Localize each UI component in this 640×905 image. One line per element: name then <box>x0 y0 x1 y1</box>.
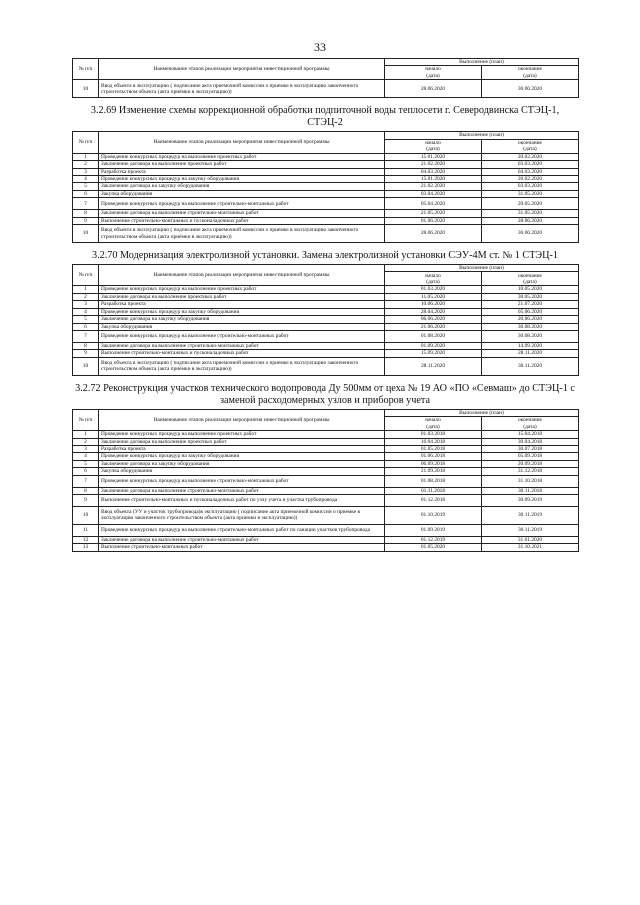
table-row <box>73 431 579 438</box>
end-date: 28.11.2020 <box>482 350 579 357</box>
table-row <box>73 494 579 506</box>
schedule-table <box>72 58 579 98</box>
end-date: 31.12.2018 <box>482 468 579 475</box>
table-row <box>73 445 579 452</box>
start-date: 11.05.2020 <box>385 293 482 300</box>
start-date: 03.04.2020 <box>385 190 482 197</box>
end-date: 20.02.2020 <box>482 153 579 160</box>
row-number: 2 <box>73 438 99 445</box>
table-row <box>73 342 579 349</box>
end-date: 03.03.2020 <box>482 183 579 190</box>
row-number: 9 <box>73 350 99 357</box>
start-date: 15.01.2020 <box>385 176 482 183</box>
row-number: 10 <box>73 80 99 98</box>
table-row <box>73 301 579 308</box>
stage-name: Проведение конкурсных процедур на закупку оборудования <box>99 308 385 315</box>
start-date: 15.09.2020 <box>385 350 482 357</box>
end-date: 30.11.2020 <box>482 357 579 375</box>
stage-name: Проведение конкурсных процедур на выполнение проектных работ <box>99 431 385 438</box>
start-date: 28.06.2020 <box>385 225 482 243</box>
stage-name: Закупка оборудования <box>99 323 385 330</box>
stage-name: Заключение договора на закупку оборудования <box>99 316 385 323</box>
start-date: 06.06.2020 <box>385 316 482 323</box>
header-plan: Выполнение (план) <box>385 132 579 139</box>
end-date: 30.06.2020 <box>482 225 579 243</box>
table-row <box>73 330 579 342</box>
row-number: 9 <box>73 494 99 506</box>
table-row <box>73 153 579 160</box>
header-num: № п/п <box>73 59 99 80</box>
row-number: 1 <box>73 431 99 438</box>
stage-name: Выполнение строительно-монтажных и пусконаладочных работ по узлу учета и участка трубопровода <box>99 494 385 506</box>
table-row <box>73 524 579 536</box>
end-date: 20.06.2020 <box>482 316 579 323</box>
table-row <box>73 357 579 375</box>
header-num: № п/п <box>73 265 99 286</box>
header-start-date: (дата) <box>385 146 482 153</box>
header-plan: Выполнение (план) <box>385 409 579 416</box>
start-date: 16.04.2018 <box>385 438 482 445</box>
header-name: Наименование этапов реализации мероприятия инвестиционной программы <box>99 265 385 286</box>
start-date: 01.08.2018 <box>385 475 482 487</box>
header-end: окончание <box>482 417 579 424</box>
row-number: 9 <box>73 217 99 224</box>
start-date: 01.05.2020 <box>385 544 482 551</box>
table-row <box>73 80 579 98</box>
stage-name: Заключение договора на выполнение проектных работ <box>99 293 385 300</box>
header-name: Наименование этапов реализации мероприятия инвестиционной программы <box>99 59 385 80</box>
header-num: № п/п <box>73 132 99 153</box>
end-date: 30.11.2019 <box>482 524 579 536</box>
row-number: 1 <box>73 286 99 293</box>
row-number: 3 <box>73 168 99 175</box>
row-number: 6 <box>73 323 99 330</box>
stage-name: Заключение договора на выполнение строительно-монтажных работ <box>99 536 385 543</box>
schedule-table <box>72 131 579 243</box>
section-title: 3.2.69 Изменение схемы коррекционной обработки подпиточной воды теплосети г. Северодвинска СТЭЦ-1, СТЭЦ-2 <box>90 105 560 129</box>
row-number: 7 <box>73 330 99 342</box>
header-end-date: (дата) <box>482 279 579 286</box>
table-row <box>73 176 579 183</box>
stage-name: Проведение конкурсных процедур на закупку оборудования <box>99 176 385 183</box>
start-date: 01.03.2018 <box>385 431 482 438</box>
table-row <box>73 475 579 487</box>
start-date: 01.06.2020 <box>385 217 482 224</box>
end-date: 03.03.2020 <box>482 161 579 168</box>
stage-name: Проведение конкурсных процедур на выполнение строительно-монтажных работ <box>99 475 385 487</box>
header-end-date: (дата) <box>482 146 579 153</box>
stage-name: Выполнение строительно-монтажных работ <box>99 544 385 551</box>
row-number: 5 <box>73 460 99 467</box>
row-number: 4 <box>73 453 99 460</box>
end-date: 30.08.2020 <box>482 323 579 330</box>
table-row <box>73 316 579 323</box>
row-number: 4 <box>73 176 99 183</box>
row-number: 6 <box>73 190 99 197</box>
header-end-date: (дата) <box>482 424 579 431</box>
section-title: 3.2.72 Реконструкция участков технического водопровода Ду 500мм от цеха № 19 АО «ПО «Севмаш» до СТЭЦ-1 с заменой расходомерных узлов и приборов учета <box>75 382 575 406</box>
table-row <box>73 210 579 217</box>
start-date: 01.09.2020 <box>385 342 482 349</box>
section-title: 3.2.70 Модернизация электролизной установки. Замена электролизной установки СЭУ-4М ст. № 1 СТЭЦ-1 <box>91 250 558 262</box>
schedule-table <box>72 264 579 376</box>
table-row <box>73 468 579 475</box>
start-date: 21.02.2020 <box>385 183 482 190</box>
table-row <box>73 286 579 293</box>
start-date: 21.09.2018 <box>385 468 482 475</box>
start-date: 01.09.2019 <box>385 524 482 536</box>
table-row <box>73 183 579 190</box>
header-start-date: (дата) <box>385 279 482 286</box>
row-number: 6 <box>73 468 99 475</box>
stage-name: Выполнение строительно-монтажных и пусконаладочных работ <box>99 217 385 224</box>
row-number: 8 <box>73 210 99 217</box>
header-end: окончание <box>482 66 579 73</box>
table-row <box>73 536 579 543</box>
start-date: 01.08.2020 <box>385 330 482 342</box>
header-start-date: (дата) <box>385 73 482 80</box>
stage-name: Проведение конкурсных процедур на выполнение строительно-монтажных работ <box>99 198 385 210</box>
row-number: 2 <box>73 161 99 168</box>
end-date: 05.09.2018 <box>482 453 579 460</box>
header-start: начало <box>385 139 482 146</box>
stage-name: Выполнение строительно-монтажных и пусконаладочных работ <box>99 350 385 357</box>
stage-name: Закупка оборудования <box>99 468 385 475</box>
table-row <box>73 217 579 224</box>
table-row <box>73 487 579 494</box>
stage-name: Проведение конкурсных процедур на выполнение строительно-монтажных работ <box>99 330 385 342</box>
header-plan: Выполнение (план) <box>385 265 579 272</box>
end-date: 30.11.2019 <box>482 506 579 524</box>
row-number: 10 <box>73 225 99 243</box>
table-row <box>73 350 579 357</box>
table-row <box>73 190 579 197</box>
row-number: 7 <box>73 475 99 487</box>
header-plan: Выполнение (план) <box>385 59 579 66</box>
end-date: 04.03.2020 <box>482 168 579 175</box>
stage-name: Закупка оборудования <box>99 190 385 197</box>
start-date: 01.06.2018 <box>385 453 482 460</box>
end-date: 15.04.2018 <box>482 431 579 438</box>
end-date: 30.05.2020 <box>482 293 579 300</box>
header-end: окончание <box>482 139 579 146</box>
table-row <box>73 438 579 445</box>
start-date: 01.10.2019 <box>385 506 482 524</box>
table-row <box>73 544 579 551</box>
end-date: 30.04.2018 <box>482 438 579 445</box>
start-date: 01.05.2018 <box>385 445 482 452</box>
table-row <box>73 460 579 467</box>
end-date: 31.05.2020 <box>482 210 579 217</box>
header-name: Наименование этапов реализации мероприятия инвестиционной программы <box>99 409 385 430</box>
row-number: 10 <box>73 506 99 524</box>
end-date: 20.02.2020 <box>482 176 579 183</box>
start-date: 28.06.2020 <box>385 80 482 98</box>
table-row <box>73 308 579 315</box>
end-date: 31.05.2020 <box>482 190 579 197</box>
start-date: 04.03.2020 <box>385 168 482 175</box>
stage-name: Разработка проекта <box>99 445 385 452</box>
table-row <box>73 161 579 168</box>
row-number: 7 <box>73 198 99 210</box>
stage-name: Заключение договора на выполнение строительно-монтажных работ <box>99 487 385 494</box>
stage-name: Ввод объекта в эксплуатацию ( подписание акта приемочной комиссии о приемке в эксплуатацию законченного строительством объекта (акта приёмки в эксплуатацию)) <box>99 80 385 98</box>
start-date: 01.11.2018 <box>385 487 482 494</box>
start-date: 21.05.2020 <box>385 210 482 217</box>
row-number: 3 <box>73 445 99 452</box>
header-end: окончание <box>482 272 579 279</box>
start-date: 28.11.2020 <box>385 357 482 375</box>
page-number: 33 <box>314 40 326 54</box>
table-row <box>73 225 579 243</box>
row-number: 3 <box>73 301 99 308</box>
table-row <box>73 293 579 300</box>
stage-name: Проведение конкурсных процедур на выполнение проектных работ <box>99 286 385 293</box>
row-number: 5 <box>73 183 99 190</box>
end-date: 28.06.2020 <box>482 217 579 224</box>
row-number: 13 <box>73 544 99 551</box>
stage-name: Заключение договора на закупку оборудования <box>99 460 385 467</box>
row-number: 8 <box>73 342 99 349</box>
stage-name: Заключение договора на выполнение строительно-монтажных работ <box>99 210 385 217</box>
start-date: 05.04.2020 <box>385 198 482 210</box>
header-start: начало <box>385 272 482 279</box>
document-body <box>72 58 578 552</box>
row-number: 8 <box>73 487 99 494</box>
row-number: 2 <box>73 293 99 300</box>
stage-name: Заключение договора на выполнение строительно-монтажных работ <box>99 342 385 349</box>
row-number: 4 <box>73 308 99 315</box>
start-date: 21.06.2020 <box>385 323 482 330</box>
header-num: № п/п <box>73 409 99 430</box>
start-date: 01.12.2019 <box>385 536 482 543</box>
row-number: 10 <box>73 357 99 375</box>
end-date: 31.10.2018 <box>482 475 579 487</box>
table-row <box>73 506 579 524</box>
stage-name: Проведение конкурсных процедур на выполнение проектных работ <box>99 153 385 160</box>
end-date: 30.06.2020 <box>482 80 579 98</box>
stage-name: Заключение договора на закупку оборудования <box>99 183 385 190</box>
stage-name: Разработка проекта <box>99 301 385 308</box>
header-start: начало <box>385 417 482 424</box>
header-start-date: (дата) <box>385 424 482 431</box>
stage-name: Проведение конкурсных процедур на закупку оборудования <box>99 453 385 460</box>
end-date: 30.07.2018 <box>482 445 579 452</box>
end-date: 30.09.2019 <box>482 494 579 506</box>
header-name: Наименование этапов реализации мероприятия инвестиционной программы <box>99 132 385 153</box>
start-date: 01.03.2020 <box>385 286 482 293</box>
start-date: 28.04.2020 <box>385 308 482 315</box>
start-date: 06.09.2018 <box>385 460 482 467</box>
row-number: 11 <box>73 524 99 536</box>
table-row <box>73 453 579 460</box>
row-number: 1 <box>73 153 99 160</box>
end-date: 20.05.2020 <box>482 198 579 210</box>
table-row <box>73 168 579 175</box>
table-row <box>73 198 579 210</box>
stage-name: Заключение договора на выполнение проектных работ <box>99 161 385 168</box>
end-date: 14.09.2020 <box>482 342 579 349</box>
stage-name: Ввод объекта в эксплуатацию ( подписание акта приемочной комиссии о приемке в эксплуатацию законченного строительством объекта (акта приёмки в эксплуатацию)) <box>99 357 385 375</box>
end-date: 30.11.2018 <box>482 487 579 494</box>
start-date: 21.02.2020 <box>385 161 482 168</box>
stage-name: Ввод объекта в эксплуатацию ( подписание акта приемочной комиссии о приемке в эксплуатацию законченного строительством объекта (акта приёмки в эксплуатацию)) <box>99 225 385 243</box>
row-number: 5 <box>73 316 99 323</box>
start-date: 15.01.2020 <box>385 153 482 160</box>
end-date: 30.08.2020 <box>482 330 579 342</box>
schedule-table <box>72 409 579 552</box>
start-date: 10.06.2020 <box>385 301 482 308</box>
end-date: 21.07.2020 <box>482 301 579 308</box>
stage-name: Проведение конкурсных процедур на выполнение строительно-монтажных работ по санации участков трубопровода <box>99 524 385 536</box>
row-number: 12 <box>73 536 99 543</box>
end-date: 31.10.2021 <box>482 544 579 551</box>
stage-name: Разработка проекта <box>99 168 385 175</box>
stage-name: Заключение договора на выполнение проектных работ <box>99 438 385 445</box>
header-end-date: (дата) <box>482 73 579 80</box>
end-date: 10.05.2020 <box>482 286 579 293</box>
end-date: 05.06.2020 <box>482 308 579 315</box>
end-date: 20.09.2018 <box>482 460 579 467</box>
end-date: 31.01.2020 <box>482 536 579 543</box>
start-date: 01.12.2018 <box>385 494 482 506</box>
table-row <box>73 323 579 330</box>
stage-name: Ввод объекта (УУ и участок трубопровода)в эксплуатацию ( подписание акта приемочной комиссии о приемке в эксплуатацию законченного строительством объекта (акта приемки в эксплуатацию)) <box>99 506 385 524</box>
header-start: начало <box>385 66 482 73</box>
